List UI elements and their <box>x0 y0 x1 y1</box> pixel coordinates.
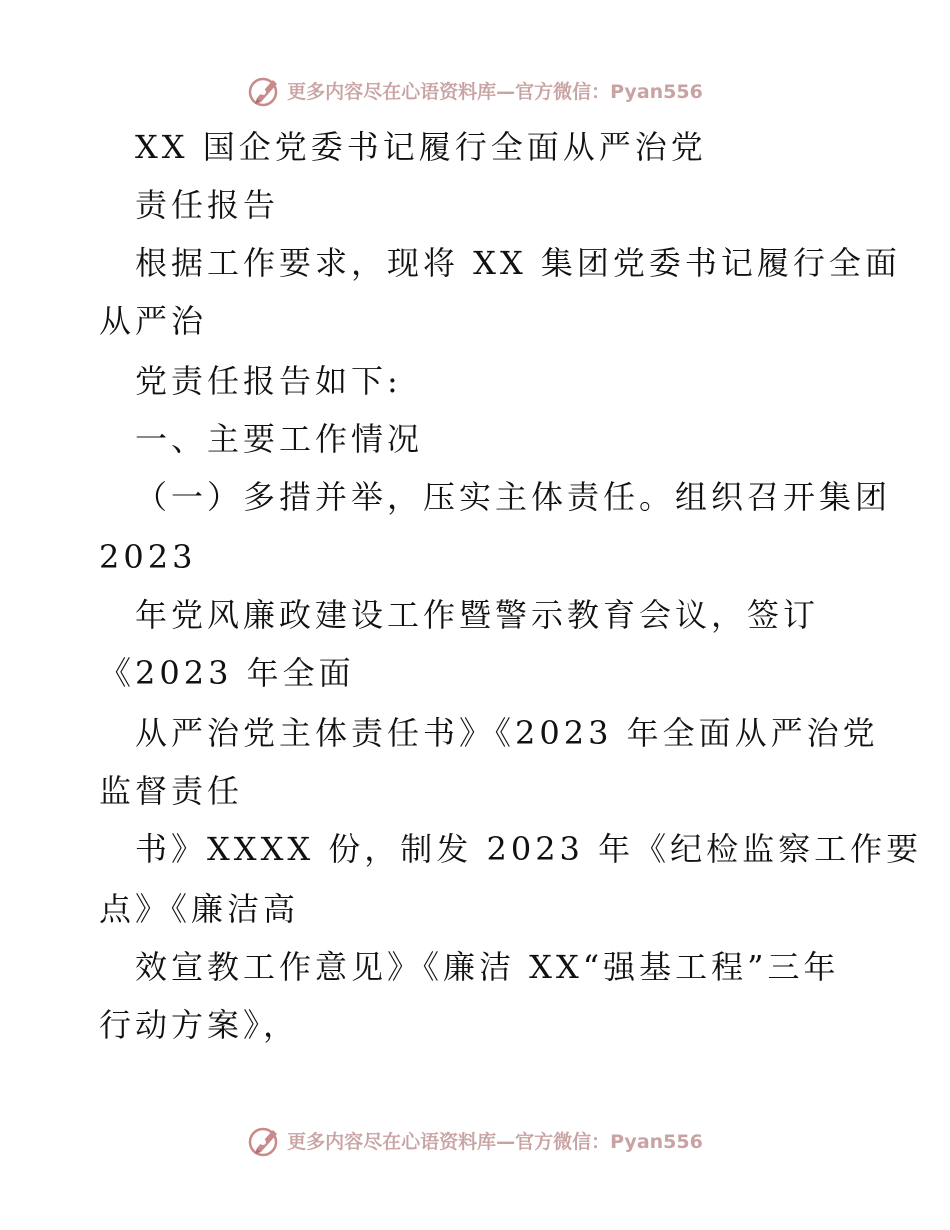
paragraph-line: 从严治党主体责任书》《2023 年全面从严治党 <box>135 714 879 752</box>
footer-watermark <box>0 1120 950 1160</box>
paragraph-line: 效宣教工作意见》《廉洁 XX“强基工程”三年 <box>135 948 840 986</box>
paragraph-line: 点》《廉洁高 <box>99 890 300 928</box>
header-watermark <box>0 70 950 110</box>
paragraph-line: 行动方案》， <box>99 1006 300 1044</box>
paragraph-line: （一）多措并举，压实主体责任。组织召开集团 <box>135 478 892 516</box>
pen-logo-icon <box>247 1122 283 1158</box>
watermark-text: 更多内容尽在心语资料库—官方微信：Pyan556 <box>287 1130 703 1153</box>
paragraph-line: 书》XXXX 份，制发 2023 年《纪检监察工作要 <box>135 830 923 868</box>
paragraph-line: 党责任报告如下: <box>135 362 402 400</box>
paragraph-line: 2023 <box>99 538 197 576</box>
document-title-line-2: 责任报告 <box>135 186 280 224</box>
paragraph-line: 监督责任 <box>99 772 244 810</box>
paragraph-line: 根据工作要求，现将 XX 集团党委书记履行全面 <box>135 244 901 282</box>
document-title-line-1: XX 国企党委书记履行全面从严治党 <box>135 128 707 166</box>
pen-logo-icon <box>247 72 283 108</box>
section-heading: 一、主要工作情况 <box>135 420 424 458</box>
paragraph-line: 年党风廉政建设工作暨警示教育会议，签订 <box>135 596 820 634</box>
paragraph-line: 《2023 年全面 <box>99 654 355 692</box>
watermark-text: 更多内容尽在心语资料库—官方微信：Pyan556 <box>287 80 703 103</box>
paragraph-line: 从严治 <box>99 302 208 340</box>
